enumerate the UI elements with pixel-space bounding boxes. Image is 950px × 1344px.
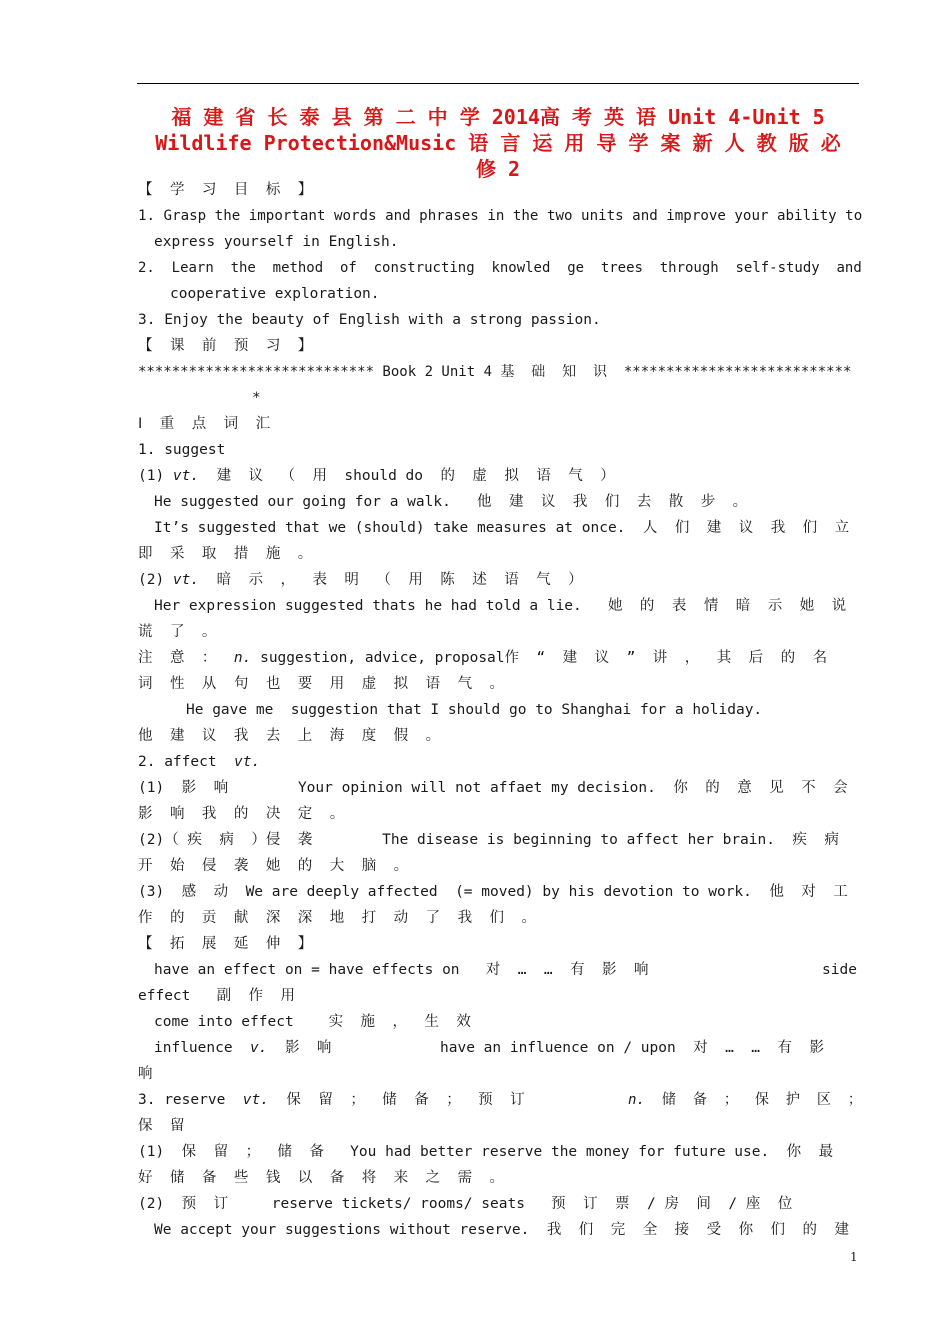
reserve-noun-sense-cont: 保 留 bbox=[138, 1118, 185, 1134]
word-suggest: 1. suggest bbox=[138, 442, 226, 458]
suggest-example-4: He gave me suggestion that I should go to Shanghai for a holiday. bbox=[186, 702, 763, 718]
extension-phrase-1-cont: effect 副 作 用 bbox=[138, 988, 295, 1004]
extension-phrase-4: have an influence on / upon 对 … … 有 影 bbox=[440, 1040, 824, 1056]
page-number: 1 bbox=[850, 1250, 858, 1264]
reserve-sense-1-cont: 好 储 备 些 钱 以 备 将 来 之 需 。 bbox=[138, 1170, 505, 1186]
extension-phrase-1-side: side bbox=[822, 962, 857, 978]
doc-title-line-1: 福 建 省 长 泰 县 第 二 中 学 2014高 考 英 语 Unit 4-Unit 5 bbox=[171, 105, 825, 129]
extension-header: 【 拓 展 延 伸 】 bbox=[138, 936, 313, 952]
affect-sense-2-cont: 开 始 侵 袭 她 的 大 脑 。 bbox=[138, 858, 409, 874]
suggest-example-4-translation: 他 建 议 我 去 上 海 度 假 。 bbox=[138, 728, 441, 744]
reserve-sense-1: (1) 保 留 ； 储 备 You had better reserve the money for future use. 你 最 bbox=[138, 1144, 834, 1160]
preview-header: 【 课 前 预 习 】 bbox=[138, 338, 313, 354]
extension-phrase-3: influence v. 影 响 bbox=[154, 1040, 332, 1056]
vocab-heading: Ⅰ 重 点 词 汇 bbox=[138, 416, 271, 432]
suggest-example-2-cont: 即 采 取 措 施 。 bbox=[138, 546, 313, 562]
goal-2: 2. Learn the method of constructing knowled ge trees through self-study and bbox=[138, 260, 862, 276]
affect-sense-1-cont: 影 响 我 的 决 定 。 bbox=[138, 806, 345, 822]
reserve-example: We accept your suggestions without reserve. 我 们 完 全 接 受 你 们 的 建 bbox=[154, 1222, 849, 1238]
suggest-sense-1: (1) vt. 建 议 （ 用 should do 的 虚 拟 语 气 ） bbox=[138, 468, 615, 484]
doc-title-line-2: Wildlife Protection&Music 语 言 运 用 导 学 案 新 人 教 版 必 bbox=[155, 131, 841, 155]
goal-1: 1. Grasp the important words and phrases in the two units and improve your ability to bbox=[138, 208, 863, 224]
doc-title-line-3: 修 2 bbox=[475, 157, 521, 181]
extension-phrase-4-cont: 响 bbox=[138, 1066, 153, 1082]
goal-2-cont: cooperative exploration. bbox=[170, 286, 380, 302]
suggest-note: 注 意 ： n. suggestion, advice, proposal作 “ 建 议 ” 讲 ， 其 后 的 名 bbox=[138, 650, 828, 666]
suggest-example-2: It’s suggested that we (should) take measures at once. 人 们 建 议 我 们 立 bbox=[154, 520, 850, 536]
word-reserve: 3. reserve vt. 保 留 ； 储 备 ； 预 订 bbox=[138, 1092, 525, 1108]
suggest-example-3: Her expression suggested thats he had told a lie. 她 的 表 情 暗 示 她 说 bbox=[154, 598, 847, 614]
goal-1-cont: express yourself in English. bbox=[154, 234, 399, 250]
suggest-sense-2: (2) vt. 暗 示 ， 表 明 （ 用 陈 述 语 气 ） bbox=[138, 572, 583, 588]
suggest-example-3-cont: 谎 了 。 bbox=[138, 624, 217, 640]
reserve-noun-sense: n. 储 备 ； 保 护 区 ； bbox=[628, 1092, 862, 1108]
banner-star: * bbox=[252, 390, 261, 406]
book-unit-banner: **************************** Book 2 Unit 4 基 础 知 识 *************************** bbox=[138, 364, 852, 380]
affect-sense-1: (1) 影 响 Your opinion will not affaet my decision. 你 的 意 见 不 会 bbox=[138, 780, 848, 796]
suggest-note-cont: 词 性 从 句 也 要 用 虚 拟 语 气 。 bbox=[138, 676, 505, 692]
goal-3: 3. Enjoy the beauty of English with a strong passion. bbox=[138, 312, 601, 328]
word-affect: 2. affect vt. bbox=[138, 754, 261, 770]
header-rule bbox=[137, 83, 859, 84]
goals-header: 【 学 习 目 标 】 bbox=[138, 182, 313, 198]
suggest-example-1: He suggested our going for a walk. 他 建 议 我 们 去 散 步 。 bbox=[154, 494, 748, 510]
extension-phrase-2: come into effect 实 施 ， 生 效 bbox=[154, 1014, 471, 1030]
reserve-sense-2: (2) 预 订 reserve tickets/ rooms/ seats 预 订 票 / 房 间 / 座 位 bbox=[138, 1196, 793, 1212]
extension-phrase-1: have an effect on = have effects on 对 … … 有 影 响 bbox=[154, 962, 649, 978]
affect-sense-2: (2)（ 疾 病 ）侵 袭 The disease is beginning to affect her brain. 疾 病 bbox=[138, 832, 839, 848]
affect-sense-3-cont: 作 的 贡 献 深 深 地 打 动 了 我 们 。 bbox=[138, 910, 537, 926]
affect-sense-3: (3) 感 动 We are deeply affected (= moved) by his devotion to work. 他 对 工 bbox=[138, 884, 848, 900]
